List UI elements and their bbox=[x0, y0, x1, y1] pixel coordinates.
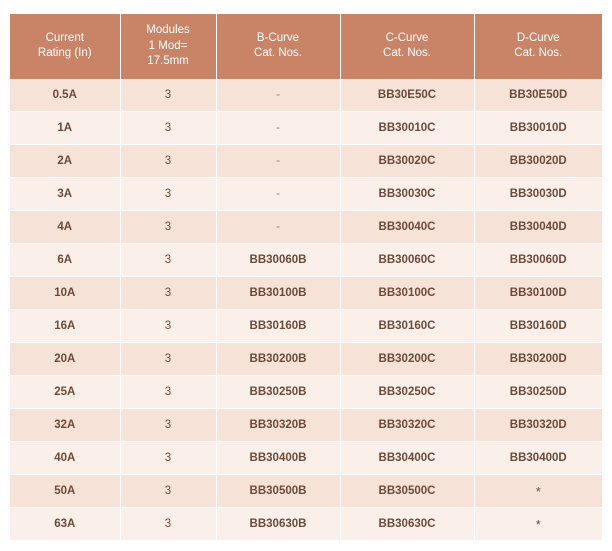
cell-current-rating: 50A bbox=[10, 475, 120, 508]
cell-d-curve: BB30030D bbox=[474, 178, 602, 211]
table-row bbox=[10, 376, 602, 409]
cell-c-curve: BB30060C bbox=[340, 244, 474, 277]
cell-modules: 3 bbox=[120, 244, 216, 277]
cell-current-rating: 16A bbox=[10, 310, 120, 343]
table-row bbox=[10, 475, 602, 508]
cell-modules: 3 bbox=[120, 145, 216, 178]
cell-current-rating: 6A bbox=[10, 244, 120, 277]
cell-d-curve: BB30060D bbox=[474, 244, 602, 277]
cell-modules: 3 bbox=[120, 409, 216, 442]
cell-d-curve: BB30100D bbox=[474, 277, 602, 310]
cell-d-curve: * bbox=[474, 508, 602, 541]
cell-modules: 3 bbox=[120, 343, 216, 376]
cell-d-curve: BB30320D bbox=[474, 409, 602, 442]
cell-b-curve: BB30630B bbox=[216, 508, 340, 541]
cell-current-rating: 0.5A bbox=[10, 79, 120, 112]
cell-b-curve: BB30160B bbox=[216, 310, 340, 343]
column-header-current-rating: Current Rating (In) bbox=[10, 14, 120, 79]
cell-d-curve: BB30E50D bbox=[474, 79, 602, 112]
cell-d-curve: BB30200D bbox=[474, 343, 602, 376]
cell-current-rating: 25A bbox=[10, 376, 120, 409]
column-header-b-curve: B-Curve Cat. Nos. bbox=[216, 14, 340, 79]
cell-c-curve: BB30030C bbox=[340, 178, 474, 211]
table-row bbox=[10, 145, 602, 178]
cell-c-curve: BB30E50C bbox=[340, 79, 474, 112]
cell-modules: 3 bbox=[120, 310, 216, 343]
cell-current-rating: 20A bbox=[10, 343, 120, 376]
cell-d-curve: BB30010D bbox=[474, 112, 602, 145]
cell-b-curve: BB30400B bbox=[216, 442, 340, 475]
table-row bbox=[10, 277, 602, 310]
cell-c-curve: BB30630C bbox=[340, 508, 474, 541]
cell-b-curve: - bbox=[216, 145, 340, 178]
cell-d-curve: BB30160D bbox=[474, 310, 602, 343]
cell-c-curve: BB30010C bbox=[340, 112, 474, 145]
cell-c-curve: BB30160C bbox=[340, 310, 474, 343]
cell-b-curve: - bbox=[216, 112, 340, 145]
cell-d-curve: * bbox=[474, 475, 602, 508]
cell-c-curve: BB30500C bbox=[340, 475, 474, 508]
table-row bbox=[10, 442, 602, 475]
table-row bbox=[10, 112, 602, 145]
cell-modules: 3 bbox=[120, 508, 216, 541]
table-row bbox=[10, 211, 602, 244]
cell-b-curve: BB30200B bbox=[216, 343, 340, 376]
cell-d-curve: BB30020D bbox=[474, 145, 602, 178]
table-row bbox=[10, 343, 602, 376]
column-header-c-curve: C-Curve Cat. Nos. bbox=[340, 14, 474, 79]
cell-c-curve: BB30320C bbox=[340, 409, 474, 442]
cell-current-rating: 3A bbox=[10, 178, 120, 211]
cell-b-curve: BB30250B bbox=[216, 376, 340, 409]
cell-current-rating: 40A bbox=[10, 442, 120, 475]
cell-modules: 3 bbox=[120, 376, 216, 409]
table-header-row bbox=[10, 14, 602, 79]
table-row bbox=[10, 244, 602, 277]
cell-modules: 3 bbox=[120, 277, 216, 310]
cell-modules: 3 bbox=[120, 211, 216, 244]
column-header-d-curve: D-Curve Cat. Nos. bbox=[474, 14, 602, 79]
cell-c-curve: BB30200C bbox=[340, 343, 474, 376]
table-row bbox=[10, 310, 602, 343]
cell-b-curve: BB30320B bbox=[216, 409, 340, 442]
cell-b-curve: BB30060B bbox=[216, 244, 340, 277]
cell-b-curve: - bbox=[216, 211, 340, 244]
table-row bbox=[10, 409, 602, 442]
cell-d-curve: BB30040D bbox=[474, 211, 602, 244]
cell-c-curve: BB30100C bbox=[340, 277, 474, 310]
cell-b-curve: - bbox=[216, 79, 340, 112]
cell-b-curve: BB30100B bbox=[216, 277, 340, 310]
cell-c-curve: BB30400C bbox=[340, 442, 474, 475]
cell-b-curve: BB30500B bbox=[216, 475, 340, 508]
cell-modules: 3 bbox=[120, 442, 216, 475]
cell-current-rating: 63A bbox=[10, 508, 120, 541]
table-row bbox=[10, 178, 602, 211]
table-header bbox=[10, 14, 602, 79]
cell-c-curve: BB30040C bbox=[340, 211, 474, 244]
cell-modules: 3 bbox=[120, 112, 216, 145]
cell-b-curve: - bbox=[216, 178, 340, 211]
cell-current-rating: 10A bbox=[10, 277, 120, 310]
cell-current-rating: 2A bbox=[10, 145, 120, 178]
column-header-modules: Modules 1 Mod= 17.5mm bbox=[120, 14, 216, 79]
cell-current-rating: 32A bbox=[10, 409, 120, 442]
cell-current-rating: 1A bbox=[10, 112, 120, 145]
cell-modules: 3 bbox=[120, 178, 216, 211]
cell-d-curve: BB30400D bbox=[474, 442, 602, 475]
cell-modules: 3 bbox=[120, 475, 216, 508]
cell-modules: 3 bbox=[120, 79, 216, 112]
table-body bbox=[10, 79, 602, 541]
cell-c-curve: BB30250C bbox=[340, 376, 474, 409]
cell-c-curve: BB30020C bbox=[340, 145, 474, 178]
cell-d-curve: BB30250D bbox=[474, 376, 602, 409]
breaker-catalogue-table bbox=[10, 14, 602, 541]
cell-current-rating: 4A bbox=[10, 211, 120, 244]
table-row bbox=[10, 79, 602, 112]
